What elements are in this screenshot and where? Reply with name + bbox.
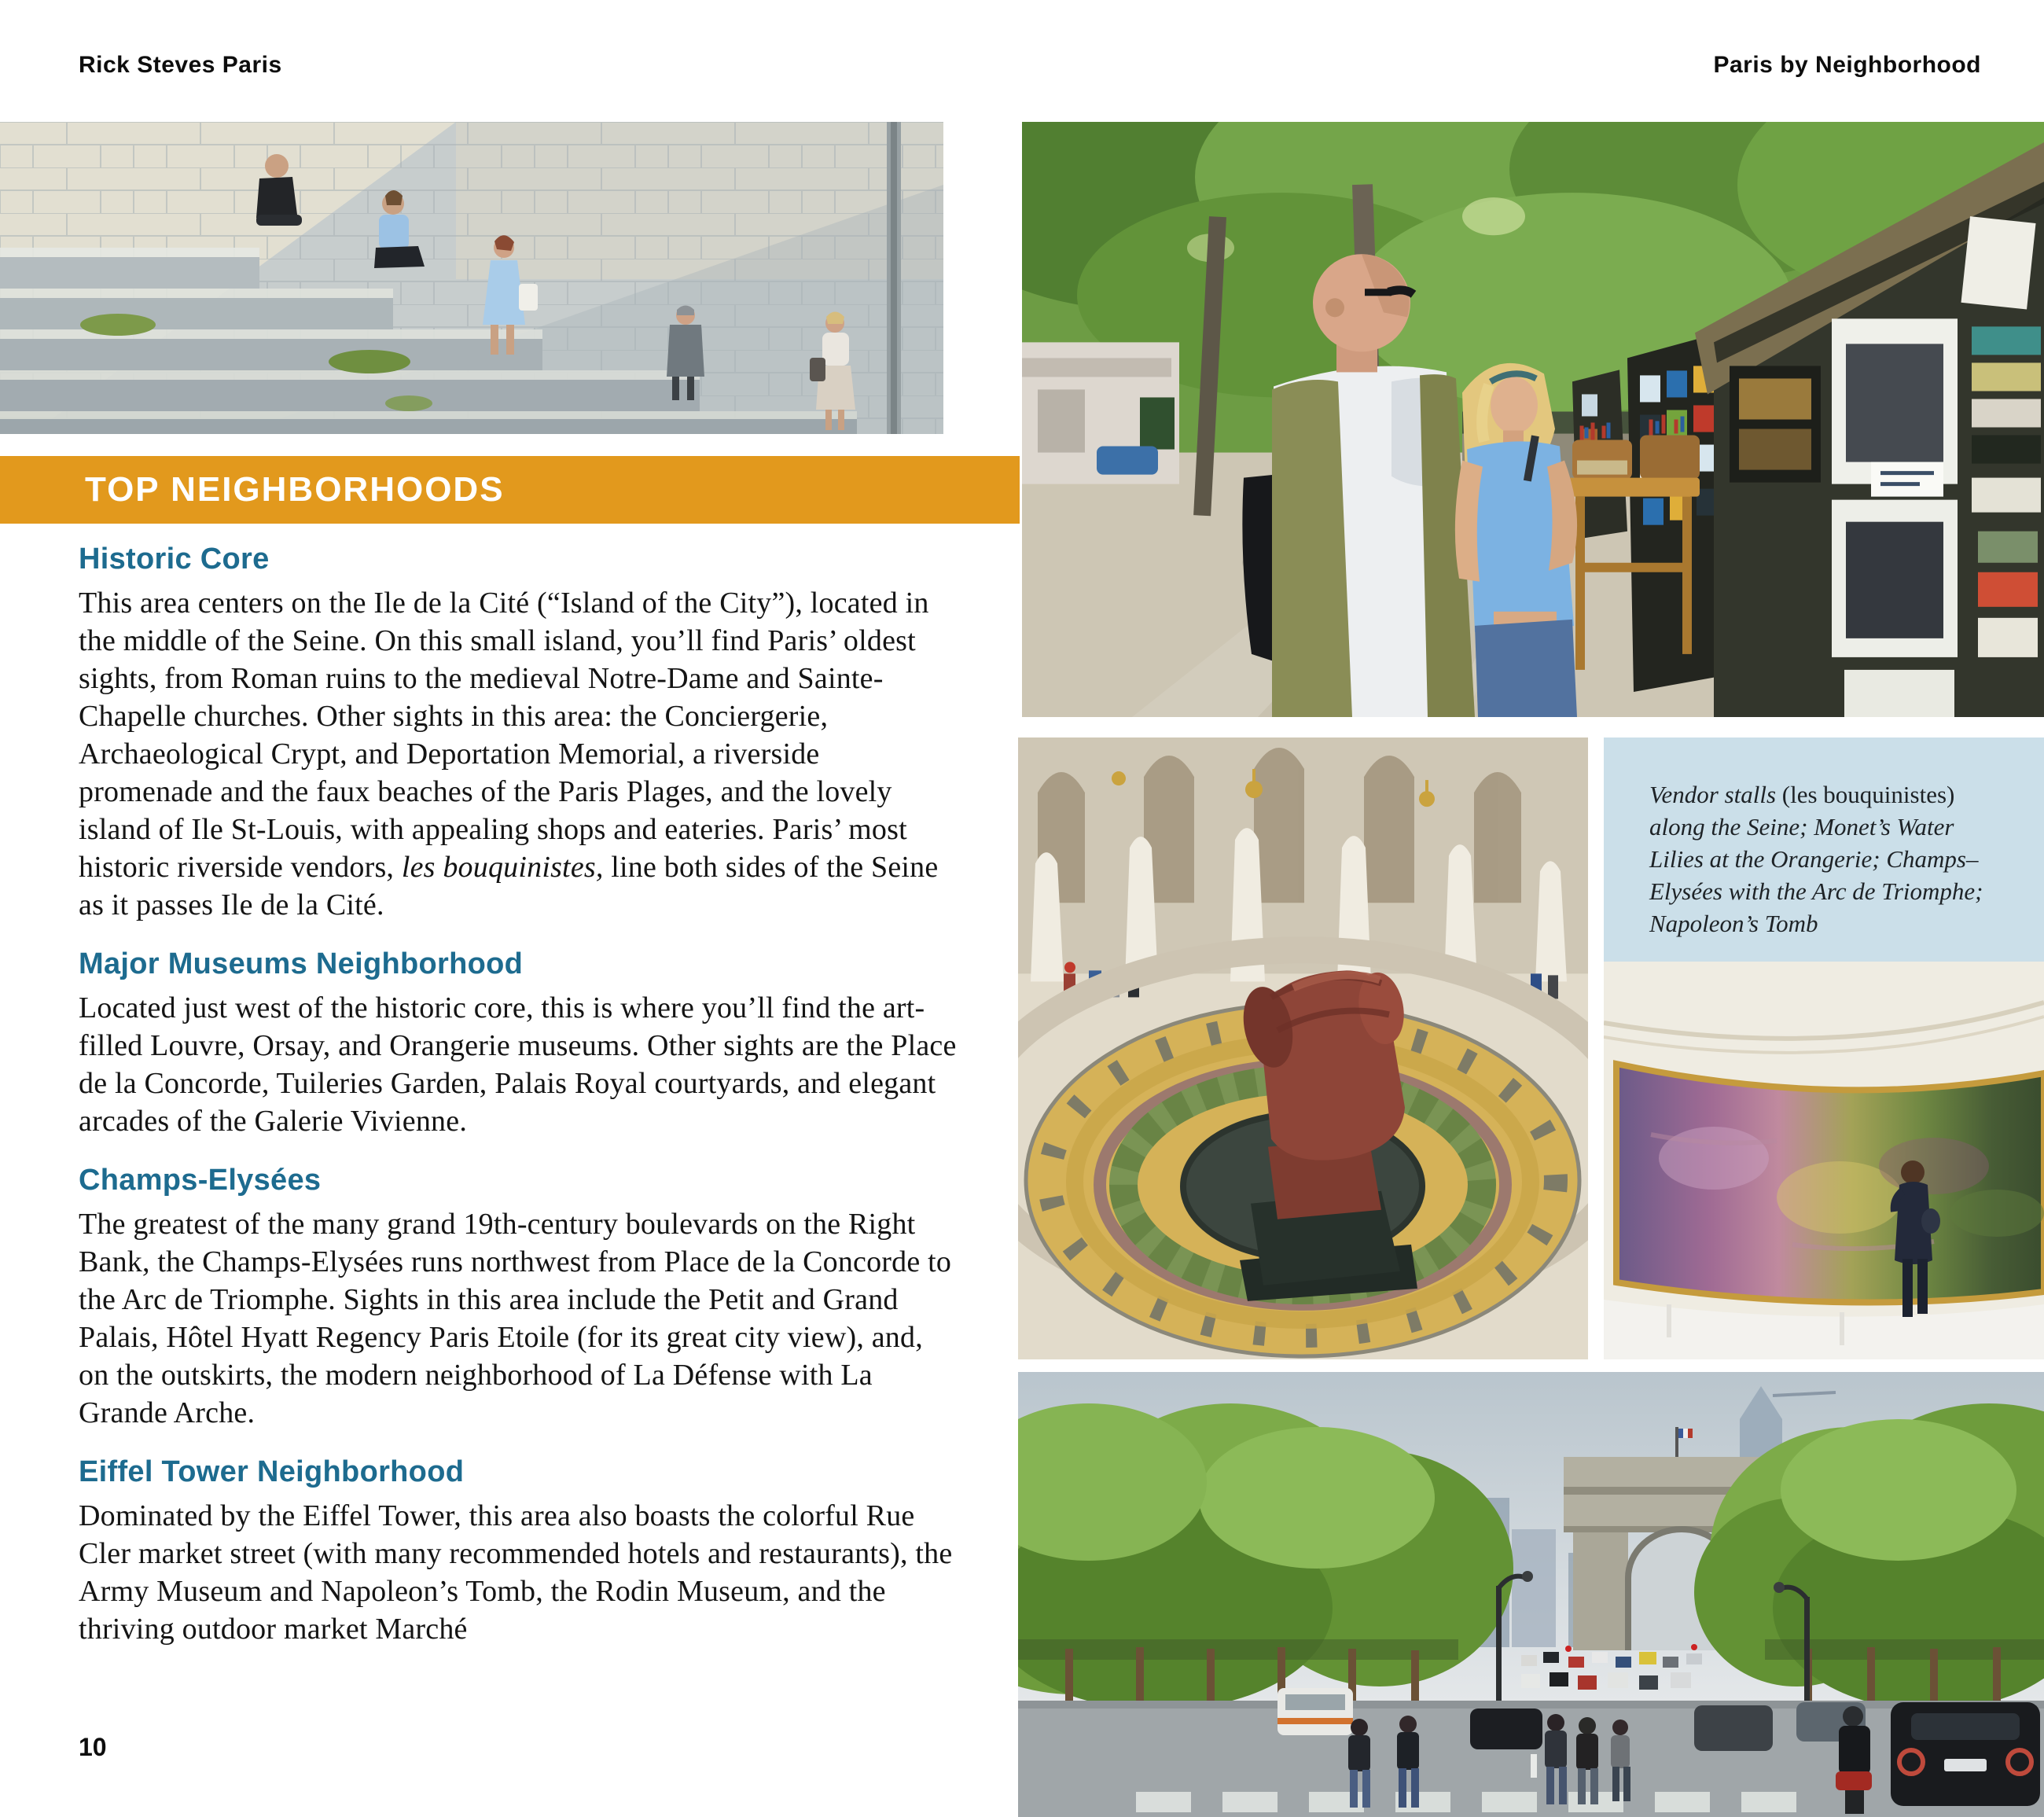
section-banner xyxy=(0,456,1020,524)
napoleons-tomb-illustration xyxy=(1018,737,1588,1359)
page-number: 10 xyxy=(79,1733,107,1761)
running-head-right: Paris by Neighborhood xyxy=(1713,52,1981,78)
photo-caption-box xyxy=(1604,737,2044,962)
text-column xyxy=(79,543,959,1648)
heading-historic-core: Historic Core xyxy=(79,543,270,576)
paragraph-eiffel-tower: Dominated by the Eiffel Tower, this area also boasts the colorful Rue Cler market street (with many recommended hotels and restaurants), the Army Museum and Napoleon’s Tomb, the Rodin Museum, and the thriving outdoor market Marché xyxy=(79,1499,953,1646)
photo-bouquinistes xyxy=(1022,122,2044,717)
seine-steps-illustration xyxy=(0,122,943,434)
heading-champs-elysees: Champs-Elysées xyxy=(79,1164,322,1197)
bouquinistes-illustration xyxy=(1022,122,2044,717)
champs-elysees-illustration xyxy=(1018,1372,2044,1817)
photo-napoleons-tomb xyxy=(1018,737,1588,1359)
paragraph-major-museums: Located just west of the historic core, this is where you’ll find the art-filled Louvre, Orsay, and Orangerie museums. Other sights are the Place de la Concorde, Tuileries Garden, Palais Royal courtyards, and elegant arcades of the Galerie Vivienne. xyxy=(79,991,957,1138)
photo-orangerie-water-lilies xyxy=(1604,962,2044,1359)
section-banner-title: TOP NEIGHBORHOODS xyxy=(85,470,505,509)
photo-seine-steps xyxy=(0,122,943,434)
orangerie-illustration xyxy=(1604,962,2044,1359)
paragraph-champs-elysees: The greatest of the many grand 19th-century boulevards on the Right Bank, the Champs-Elysées runs northwest from Place de la Concorde to the Arc de Triomphe. Sights in this area include the Petit and Grand Palais, Hôtel Hyatt Regency Paris Etoile (for its great city view), and, on the outskirts, the modern neighborhood of La Défense with La Grande Arche. xyxy=(79,1208,952,1429)
running-head-left: Rick Steves Paris xyxy=(79,52,282,78)
photo-champs-elysees xyxy=(1018,1372,2044,1817)
heading-major-museums: Major Museums Neighborhood xyxy=(79,947,524,980)
photo-caption-text: Vendor stalls (les bouquinistes) along the Seine; Monet’s Water Lilies at the Orangerie; Champs–Elysées with the Arc de Triomphe; Napoleon’s Tomb xyxy=(1649,781,1983,937)
paragraph-historic-core: This area centers on the Ile de la Cité (“Island of the City”), located in the middle of the Seine. On this small island, you’ll find Paris’ oldest sights, from Roman ruins to the medieval Notre-Dame and Sainte-Chapelle churches. Other sights in this area: the Conciergerie, Archaeological Crypt, and Deportation Memorial, a riverside promenade and the faux beaches of the Paris Plages, and the lovely island of Ile St-Louis, with appealing shops and eateries. Paris’ most historic riverside vendors, les bouquinistes, line both sides of the Seine as it passes Ile de la Cité. xyxy=(79,587,939,921)
heading-eiffel-tower: Eiffel Tower Neighborhood xyxy=(79,1455,465,1488)
